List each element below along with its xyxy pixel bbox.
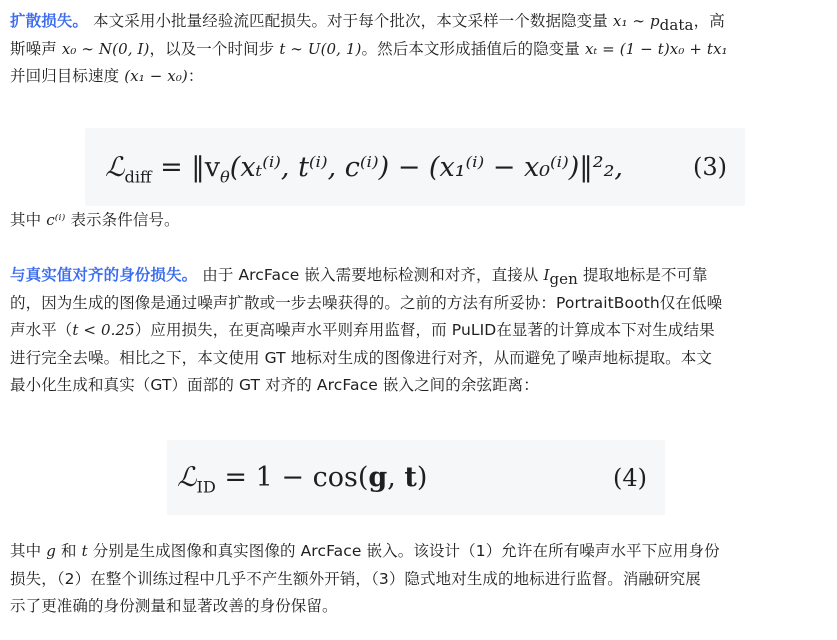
text-run: 由于 ArcFace 嵌入需要地标检测和对齐，直接从 xyxy=(202,266,539,284)
equation-4-body xyxy=(177,462,428,497)
text-run: 其中 xyxy=(10,542,42,560)
condition-signal-line xyxy=(10,207,825,235)
identity-loss-heading: 与真实值对齐的身份损失。 xyxy=(10,266,198,284)
embedding-line-3: 示了更准确的身份测量和显著改善的身份保留。 xyxy=(10,597,338,615)
text-run: 斯噪声 xyxy=(10,39,57,58)
identity-line-5: 最小化生成和真实（GT）面部的 GT 对齐的 ArcFace 嵌入之间的余弦距离： xyxy=(10,376,539,394)
equation-3-box xyxy=(85,128,745,206)
identity-loss-paragraph xyxy=(10,262,825,400)
diffusion-loss-paragraph xyxy=(10,8,825,91)
math-c-i: c⁽ⁱ⁾ xyxy=(46,211,66,229)
text-run: ，以及一个时间步 xyxy=(149,39,275,58)
math-bold-t: t xyxy=(404,462,417,493)
math-run: ₜ⁽ⁱ⁾, t⁽ⁱ⁾, c⁽ⁱ⁾) − (x₁⁽ⁱ⁾ − x₀⁽ⁱ⁾)‖²₂, xyxy=(255,151,624,183)
text-run: 并回归目标速度 xyxy=(10,67,120,85)
embedding-line-1 xyxy=(10,538,825,566)
identity-line-2: 的，因为生成的图像是通过噪声扩散或一步去噪获得的。之前的方法有所妥协：PortraitBooth仅在低噪 xyxy=(10,293,723,312)
text-run: 分别是生成图像和真实图像的 ArcFace 嵌入。该设计（1）允许在所有噪声水平下应用身份 xyxy=(92,542,720,560)
math-run: , xyxy=(387,462,405,493)
math-subscript: θ xyxy=(220,166,230,186)
math-subscript: data xyxy=(659,16,694,34)
equation-3-body xyxy=(105,151,624,186)
math-subscript: diff xyxy=(124,166,152,186)
math-run: I xyxy=(543,266,550,284)
math-subscript: gen xyxy=(549,270,578,288)
math-loss-symbol: ℒ xyxy=(177,462,197,493)
math-run: = 1 − cos( xyxy=(215,462,369,493)
math-t: t xyxy=(81,542,88,560)
math-t-uniform: t ∼ U(0, 1) xyxy=(279,39,362,58)
identity-line-3 xyxy=(10,317,825,345)
math-x1-sim-pdata xyxy=(612,12,694,34)
math-run: (x xyxy=(229,151,256,183)
text-run: 其中 xyxy=(10,211,42,229)
math-run: = ‖v xyxy=(151,151,221,183)
diffusion-line-1 xyxy=(10,8,825,36)
equation-4-box xyxy=(167,440,665,515)
math-target-velocity: (x₁ − x₀) xyxy=(124,67,188,85)
text-run: ）应用损失，在更高噪声水平则弃用监督，而 PuLID在显著的计算成本下对生成结果 xyxy=(134,321,715,339)
math-x0-gaussian: x₀ ∼ N(0, I) xyxy=(61,39,150,58)
math-loss-symbol: ℒ xyxy=(105,151,125,183)
embedding-description-paragraph xyxy=(10,538,825,621)
math-bold-g: g xyxy=(368,462,388,493)
diffusion-loss-heading: 扩散损失。 xyxy=(10,12,89,30)
text-run: 。然后本文形成插值后的隐变量 xyxy=(361,39,580,58)
text-run: ： xyxy=(187,67,204,85)
math-t-threshold: t < 0.25 xyxy=(72,321,135,339)
text-run: 声水平（ xyxy=(10,321,73,339)
math-interpolation: xₜ = (1 − t)x₀ + tx₁ xyxy=(584,39,728,58)
equation-3-number: (3) xyxy=(693,153,727,181)
identity-line-4: 进行完全去噪。相比之下，本文使用 GT 地标对生成的图像进行对齐，从而避免了噪声地标提取。本文 xyxy=(10,348,712,367)
math-run: x₁ ∼ p xyxy=(612,12,660,30)
equation-4-number: (4) xyxy=(613,463,647,492)
diffusion-line-3 xyxy=(10,63,825,91)
text-run: 提取地标是不可靠 xyxy=(582,266,708,284)
embedding-line-2: 损失，（2）在整个训练过程中几乎不产生额外开销，（3）隐式地对生成的地标进行监督。消融研究展 xyxy=(10,569,701,588)
math-subscript: ID xyxy=(196,477,216,497)
math-i-gen xyxy=(543,266,578,288)
math-run: ) xyxy=(416,462,428,493)
math-g: g xyxy=(46,542,56,560)
text-run: 本文采用小批量经验流匹配损失。对于每个批次，本文采样一个数据隐变量 xyxy=(93,12,608,30)
text-run: 表示条件信号。 xyxy=(70,211,180,229)
text-run: 和 xyxy=(60,542,77,560)
text-run: ，高 xyxy=(693,12,725,30)
diffusion-line-2 xyxy=(10,36,825,64)
identity-line-1 xyxy=(10,262,825,290)
